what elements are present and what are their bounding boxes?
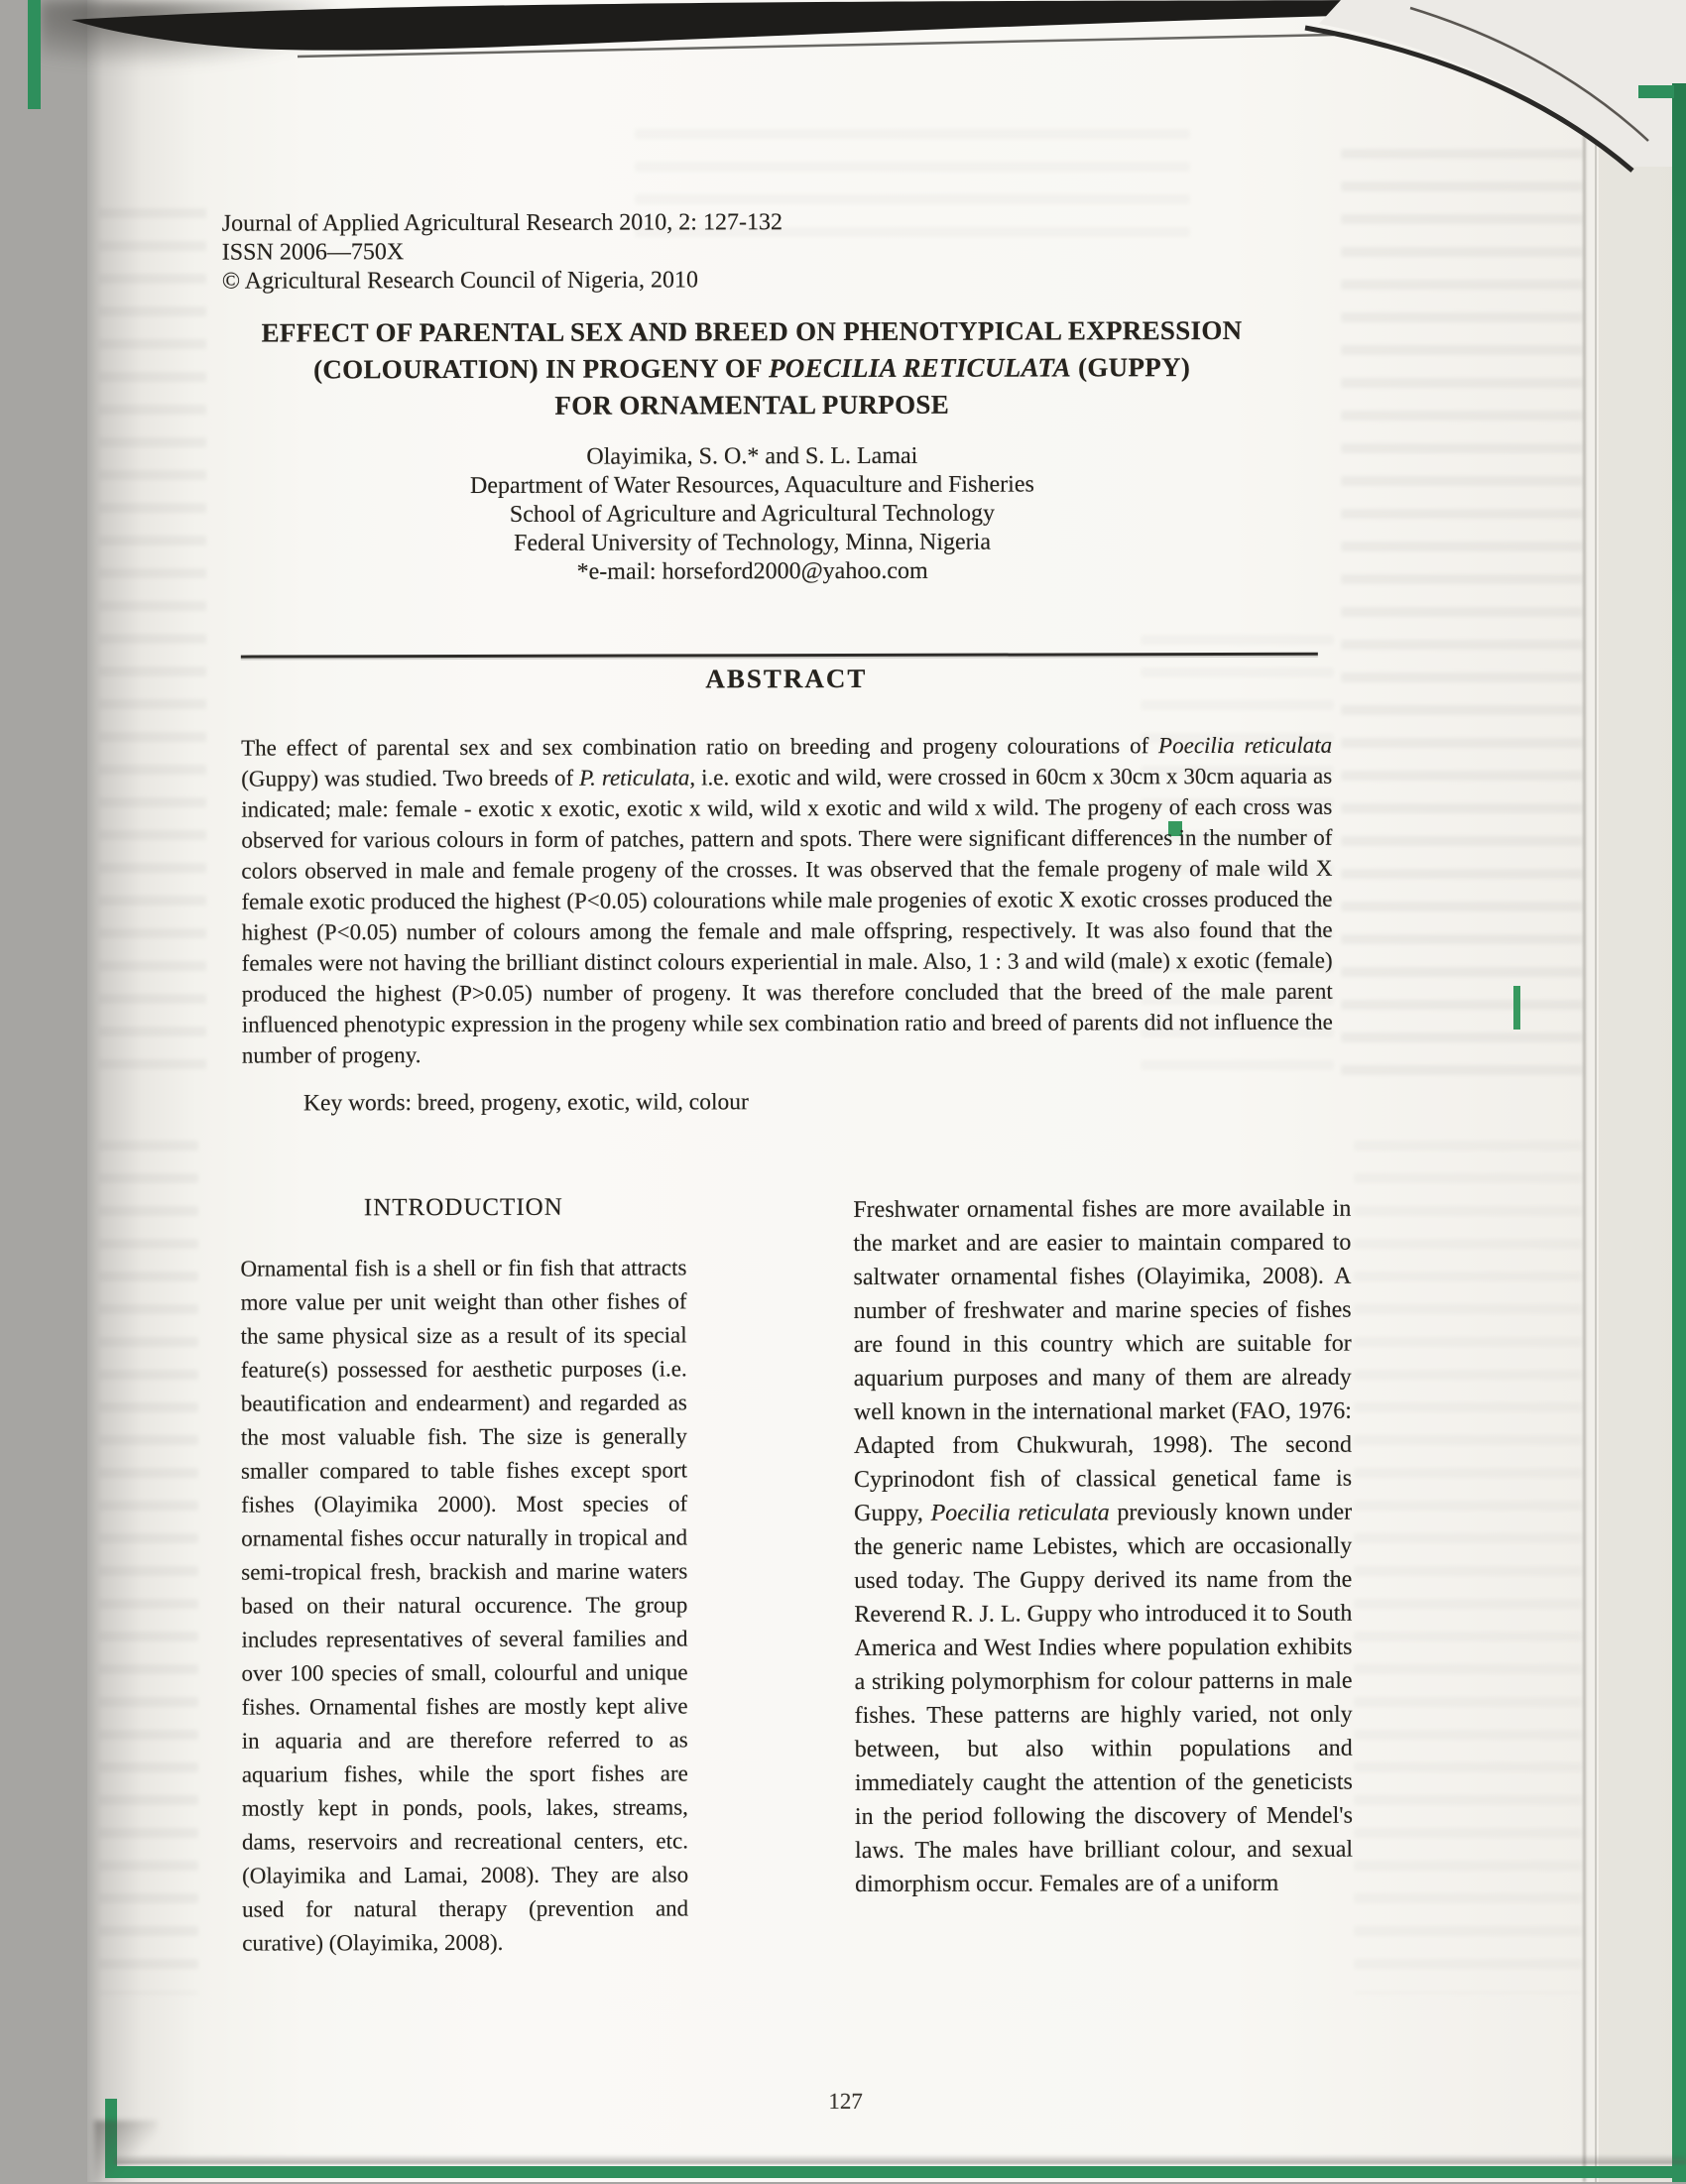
abstract-heading: ABSTRACT [705, 663, 868, 694]
intro-paragraph-right [853, 1192, 1353, 1901]
author-names: Olayimika, S. O.* and S. L. Lamai [586, 442, 918, 470]
author-school: School of Agriculture and Agricultural Technology [509, 500, 996, 528]
paper-title [177, 312, 1327, 425]
author-university: Federal University of Technology, Minna, Nigeria [514, 529, 992, 556]
keywords-line: Key words: breed, progeny, exotic, wild, colour [302, 1089, 749, 1117]
abstract-text [241, 730, 1333, 1071]
page-number: 127 [828, 2088, 863, 2115]
introduction-heading: INTRODUCTION [363, 1193, 563, 1222]
issn-line: ISSN 2006—750X [221, 239, 405, 266]
abstract-divider-rule [241, 653, 1318, 659]
right-column-part-2: previously known under the generic name Lebistes, which are occasionally used today. The Guppy derived its name from the Reverend R. J. L. Guppy who introduced it to South America and West Indies where population exhibits a striking polymorphism for colour patterns in male fishes. These patterns are highly varied, not only between, but also within populations and immediately caught the attention of the geneticists in the period following the discovery of Mendel's laws. The males have brilliant colour, and sexual dimorphism occur. Females are of a uniform [854, 1499, 1354, 1897]
intro-paragraph-left: Ornamental fish is a shell or fin fish that attracts more value per unit weight than other fishes of the same physical size as a result of its special feature(s) possessed for aesthetic purposes (i.e. beautification and endearment) and regarded as the most valuable fish. The size is generally smaller compared to table fishes except sport fishes (Olayimika 2000). Most species of ornamental fishes occur naturally in tropical and semi-tropical fresh, brackish and marine waters based on their natural occurence. The group includes representatives of several families and over 100 species of small, colourful and unique fishes. Ornamental fishes are mostly kept alive in aquaria and are therefore referred to as aquarium fishes, while the sport fishes are mostly kept in ponds, pools, lakes, streams, dams, reservoirs and recreational centers, etc. (Olayimika and Lamai, 2008). They are also used for natural therapy (prevention and curative) (Olayimika, 2008). [240, 1255, 689, 1956]
abstract-part-1: The effect of parental sex and sex combination ratio on breeding and progeny colourations of [241, 733, 1159, 761]
title-line-2 [177, 349, 1327, 389]
author-department: Department of Water Resources, Aquaculture and Fisheries [469, 471, 1034, 499]
abstract-part-2: (Guppy) was studied. Two breeds of [241, 765, 580, 791]
abstract-part-3: , i.e. exotic and wild, were crossed in 60cm x 30cm x 30cm aquaria as indicated; male: female - exotic x exotic, exotic x wild, wild x exotic and wild x wild. The progeny of each cross was observed for various colours in form of patches, pattern and spots. There were significant differences in the number of colors observed in male and female progeny of the crosses. It was observed that the female progeny of male wild X female exotic produced the highest (P<0.05) colourations while male progenies of exotic X exotic crosses produced the highest (P<0.05) number of colours among the female and male offspring, respectively. It was also found that the females were not having the brilliant distinct colours experiential in male. Also, 1 : 3 and wild (male) x exotic (female) produced the highest (P>0.05) number of progeny. It was therefore concluded that the breed of the male parent influenced phenotypic expression in the progeny while sex combination ratio and breed of parents did not influence the number of progeny. [241, 763, 1333, 1068]
authors-block [177, 441, 1327, 588]
title-line-3: FOR ORNAMENTAL PURPOSE [554, 389, 950, 421]
title-line-1: EFFECT OF PARENTAL SEX AND BREED ON PHENOTYPICAL EXPRESSION [261, 314, 1243, 348]
right-column-part-1: Freshwater ornamental fishes are more available in the market and are easier to maintain compared to saltwater ornamental fishes (Olayimika, 2008). A number of freshwater and marine species of fishes are found in this country which are suitable for aquarium purposes and many of them are already well known in the international market (FAO, 1976: Adapted from Chukwurah, 1998). The second Cyprinodont fish of classical genetical fame is Guppy, [853, 1195, 1353, 1526]
copyright-line: © Agricultural Research Council of Nigeria, 2010 [221, 267, 699, 295]
journal-header [222, 208, 783, 296]
right-column-species: Poecilia reticulata [930, 1500, 1110, 1526]
abstract-species-1: Poecilia reticulata [1158, 732, 1333, 759]
abstract-species-2: P. reticulata [579, 765, 690, 790]
title-line-2-suffix: (GUPPY) [1070, 352, 1191, 383]
title-species-italic: POECILIA RETICULATA [768, 352, 1072, 384]
author-email: *e-mail: horseford2000@yahoo.com [576, 557, 928, 585]
journal-line: Journal of Applied Agricultural Research 2010, 2: 127-132 [221, 209, 783, 237]
title-line-2-prefix: (COLOURATION) IN PROGENY OF [313, 353, 769, 385]
